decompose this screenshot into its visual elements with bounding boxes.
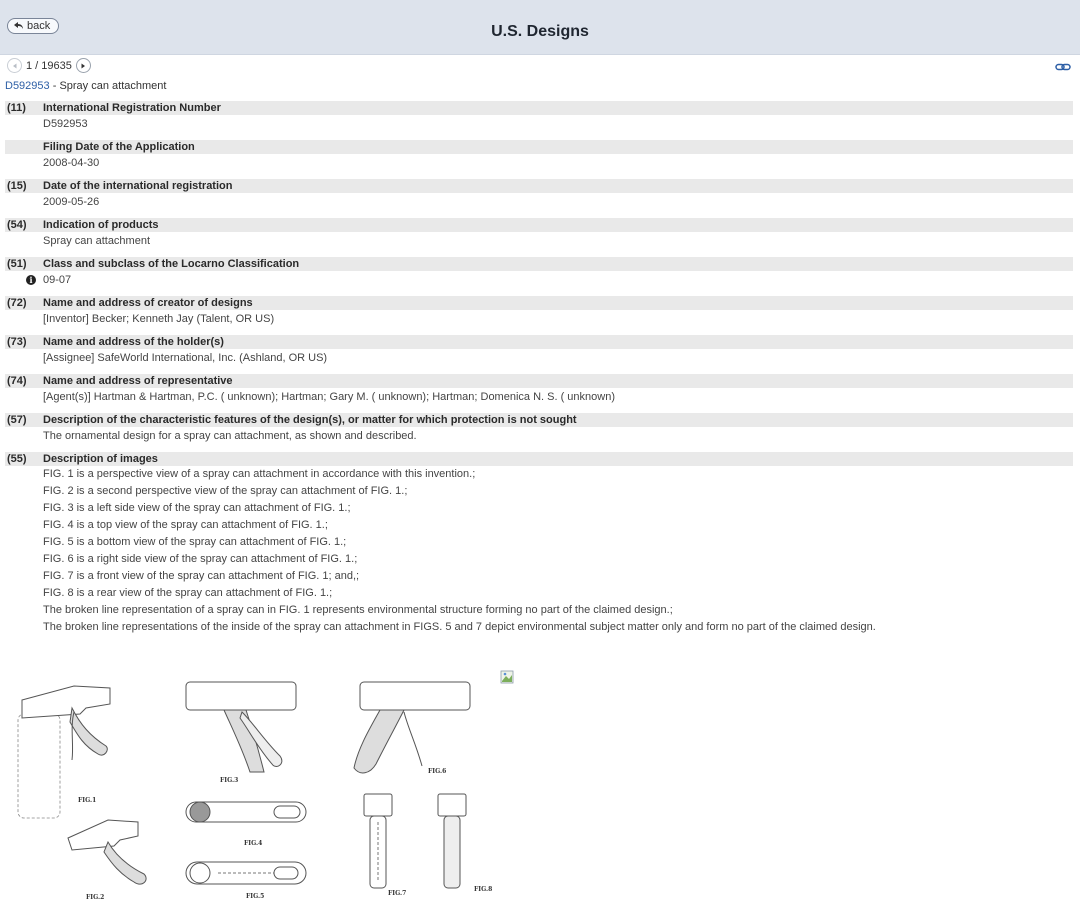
document-number-link[interactable]: D592953 [5, 80, 50, 92]
field-value-row [5, 117, 1073, 131]
list-item: FIG. 6 is a right side view of the spray can attachment of FIG. 1.; [43, 553, 358, 565]
field-label: Filing Date of the Application [43, 141, 195, 153]
figure-label: FIG.1 [78, 797, 97, 804]
field-label: Description of the characteristic features of the design(s), or matter for which protection is not sought [43, 414, 577, 426]
field-header [5, 257, 1073, 271]
field-label: Date of the international registration [43, 180, 233, 192]
figure-8-drawing [434, 792, 470, 892]
field-value: 2008-04-30 [43, 157, 100, 169]
previous-button[interactable] [7, 58, 22, 73]
list-item: FIG. 5 is a bottom view of the spray can attachment of FIG. 1.; [43, 536, 347, 548]
figure-5-drawing [184, 856, 308, 890]
figure-label: FIG.3 [220, 777, 239, 784]
field-code: (11) [7, 102, 26, 114]
link-icon[interactable] [1055, 62, 1071, 72]
document-separator: - [49, 80, 60, 92]
field-code [5, 140, 43, 154]
figure-4-drawing [184, 796, 308, 828]
list-item: FIG. 3 is a left side view of the spray can attachment of FIG. 1.; [43, 502, 351, 514]
field-value-row [5, 351, 1073, 365]
list-item: FIG. 2 is a second perspective view of the spray can attachment of FIG. 1.; [43, 485, 408, 497]
page-title: U.S. Designs [491, 23, 589, 40]
field-header [5, 218, 1073, 232]
design-drawings [0, 664, 530, 921]
field-code: (72) [7, 297, 27, 309]
field-header [5, 296, 1073, 310]
header-bar [0, 0, 1080, 55]
figure-6-drawing [350, 678, 474, 778]
field-label: International Registration Number [43, 102, 221, 114]
field-value: D592953 [43, 118, 88, 130]
field-value: The ornamental design for a spray can attachment, as shown and described. [43, 430, 417, 442]
figure-label: FIG.7 [388, 890, 407, 897]
field-header [5, 140, 1073, 154]
list-item: The broken line representation of a spray can in FIG. 1 represents environmental structure forming no part of the claimed design.; [43, 604, 673, 616]
field-header [5, 101, 1073, 115]
field-value-row [5, 234, 1073, 248]
chevron-right-icon [80, 63, 86, 69]
field-value-row [5, 390, 1073, 404]
field-code: (51) [7, 258, 27, 270]
list-item: The broken line representations of the inside of the spray can attachment in FIGS. 5 and 7 depict environmental subject matter only and form no part of the claimed design. [43, 621, 876, 633]
field-code: (54) [7, 219, 27, 231]
next-button[interactable] [76, 58, 91, 73]
field-value-row [5, 466, 1073, 636]
field-value: Spray can attachment [43, 235, 151, 247]
list-item: FIG. 7 is a front view of the spray can attachment of FIG. 1; and,; [43, 570, 360, 582]
pager-position: 1 / 19635 [26, 59, 72, 72]
field-header [5, 452, 1073, 466]
field-label: Name and address of creator of designs [43, 297, 253, 309]
broken-image-icon [500, 670, 514, 684]
field-value-row [5, 195, 1073, 209]
list-item: FIG. 4 is a top view of the spray can attachment of FIG. 1.; [43, 519, 328, 531]
figure-label: FIG.2 [86, 894, 105, 901]
field-value-row [5, 273, 1073, 287]
image-description-list [43, 466, 876, 636]
field-code: (74) [7, 375, 27, 387]
figure-label: FIG.5 [246, 893, 265, 900]
info-icon[interactable]: i [26, 275, 36, 285]
figure-label: FIG.6 [428, 768, 447, 775]
field-header [5, 413, 1073, 427]
document-title-line [5, 80, 166, 92]
bibliographic-fields [5, 101, 1073, 645]
document-name: Spray can attachment [59, 80, 167, 92]
list-item: FIG. 1 is a perspective view of a spray can attachment in accordance with this invention.; [43, 468, 476, 480]
field-label: Description of images [43, 453, 158, 465]
field-value-row [5, 429, 1073, 443]
field-value-row [5, 312, 1073, 326]
figure-3-drawing [184, 678, 300, 778]
field-code: (57) [7, 414, 27, 426]
figure-label: FIG.4 [244, 840, 263, 847]
figure-label: FIG.8 [474, 886, 493, 893]
field-header [5, 335, 1073, 349]
figure-1-drawing [14, 674, 124, 824]
field-value: [Agent(s)] Hartman & Hartman, P.C. ( unknown); Hartman; Gary M. ( unknown); Hartman; Domenica N. S. ( unknown) [43, 391, 615, 403]
field-value: [Assignee] SafeWorld International, Inc. (Ashland, OR US) [43, 352, 328, 364]
field-label: Name and address of the holder(s) [43, 336, 224, 348]
field-code: (15) [7, 180, 27, 192]
field-code: (55) [7, 453, 27, 465]
chevron-left-icon [12, 63, 18, 69]
field-value-row [5, 156, 1073, 170]
field-code: (73) [7, 336, 27, 348]
field-value: 2009-05-26 [43, 196, 100, 208]
field-label: Indication of products [43, 219, 159, 231]
pager [7, 58, 91, 73]
figure-2-drawing [64, 814, 160, 894]
field-value: [Inventor] Becker; Kenneth Jay (Talent, OR US) [43, 313, 275, 325]
list-item: FIG. 8 is a rear view of the spray can attachment of FIG. 1.; [43, 587, 333, 599]
field-header [5, 374, 1073, 388]
figure-7-drawing [360, 792, 396, 892]
field-label: Name and address of representative [43, 375, 233, 387]
field-value: 09-07 [43, 274, 72, 286]
field-header [5, 179, 1073, 193]
back-button-label: back [27, 19, 51, 32]
field-label: Class and subclass of the Locarno Classification [43, 258, 300, 270]
